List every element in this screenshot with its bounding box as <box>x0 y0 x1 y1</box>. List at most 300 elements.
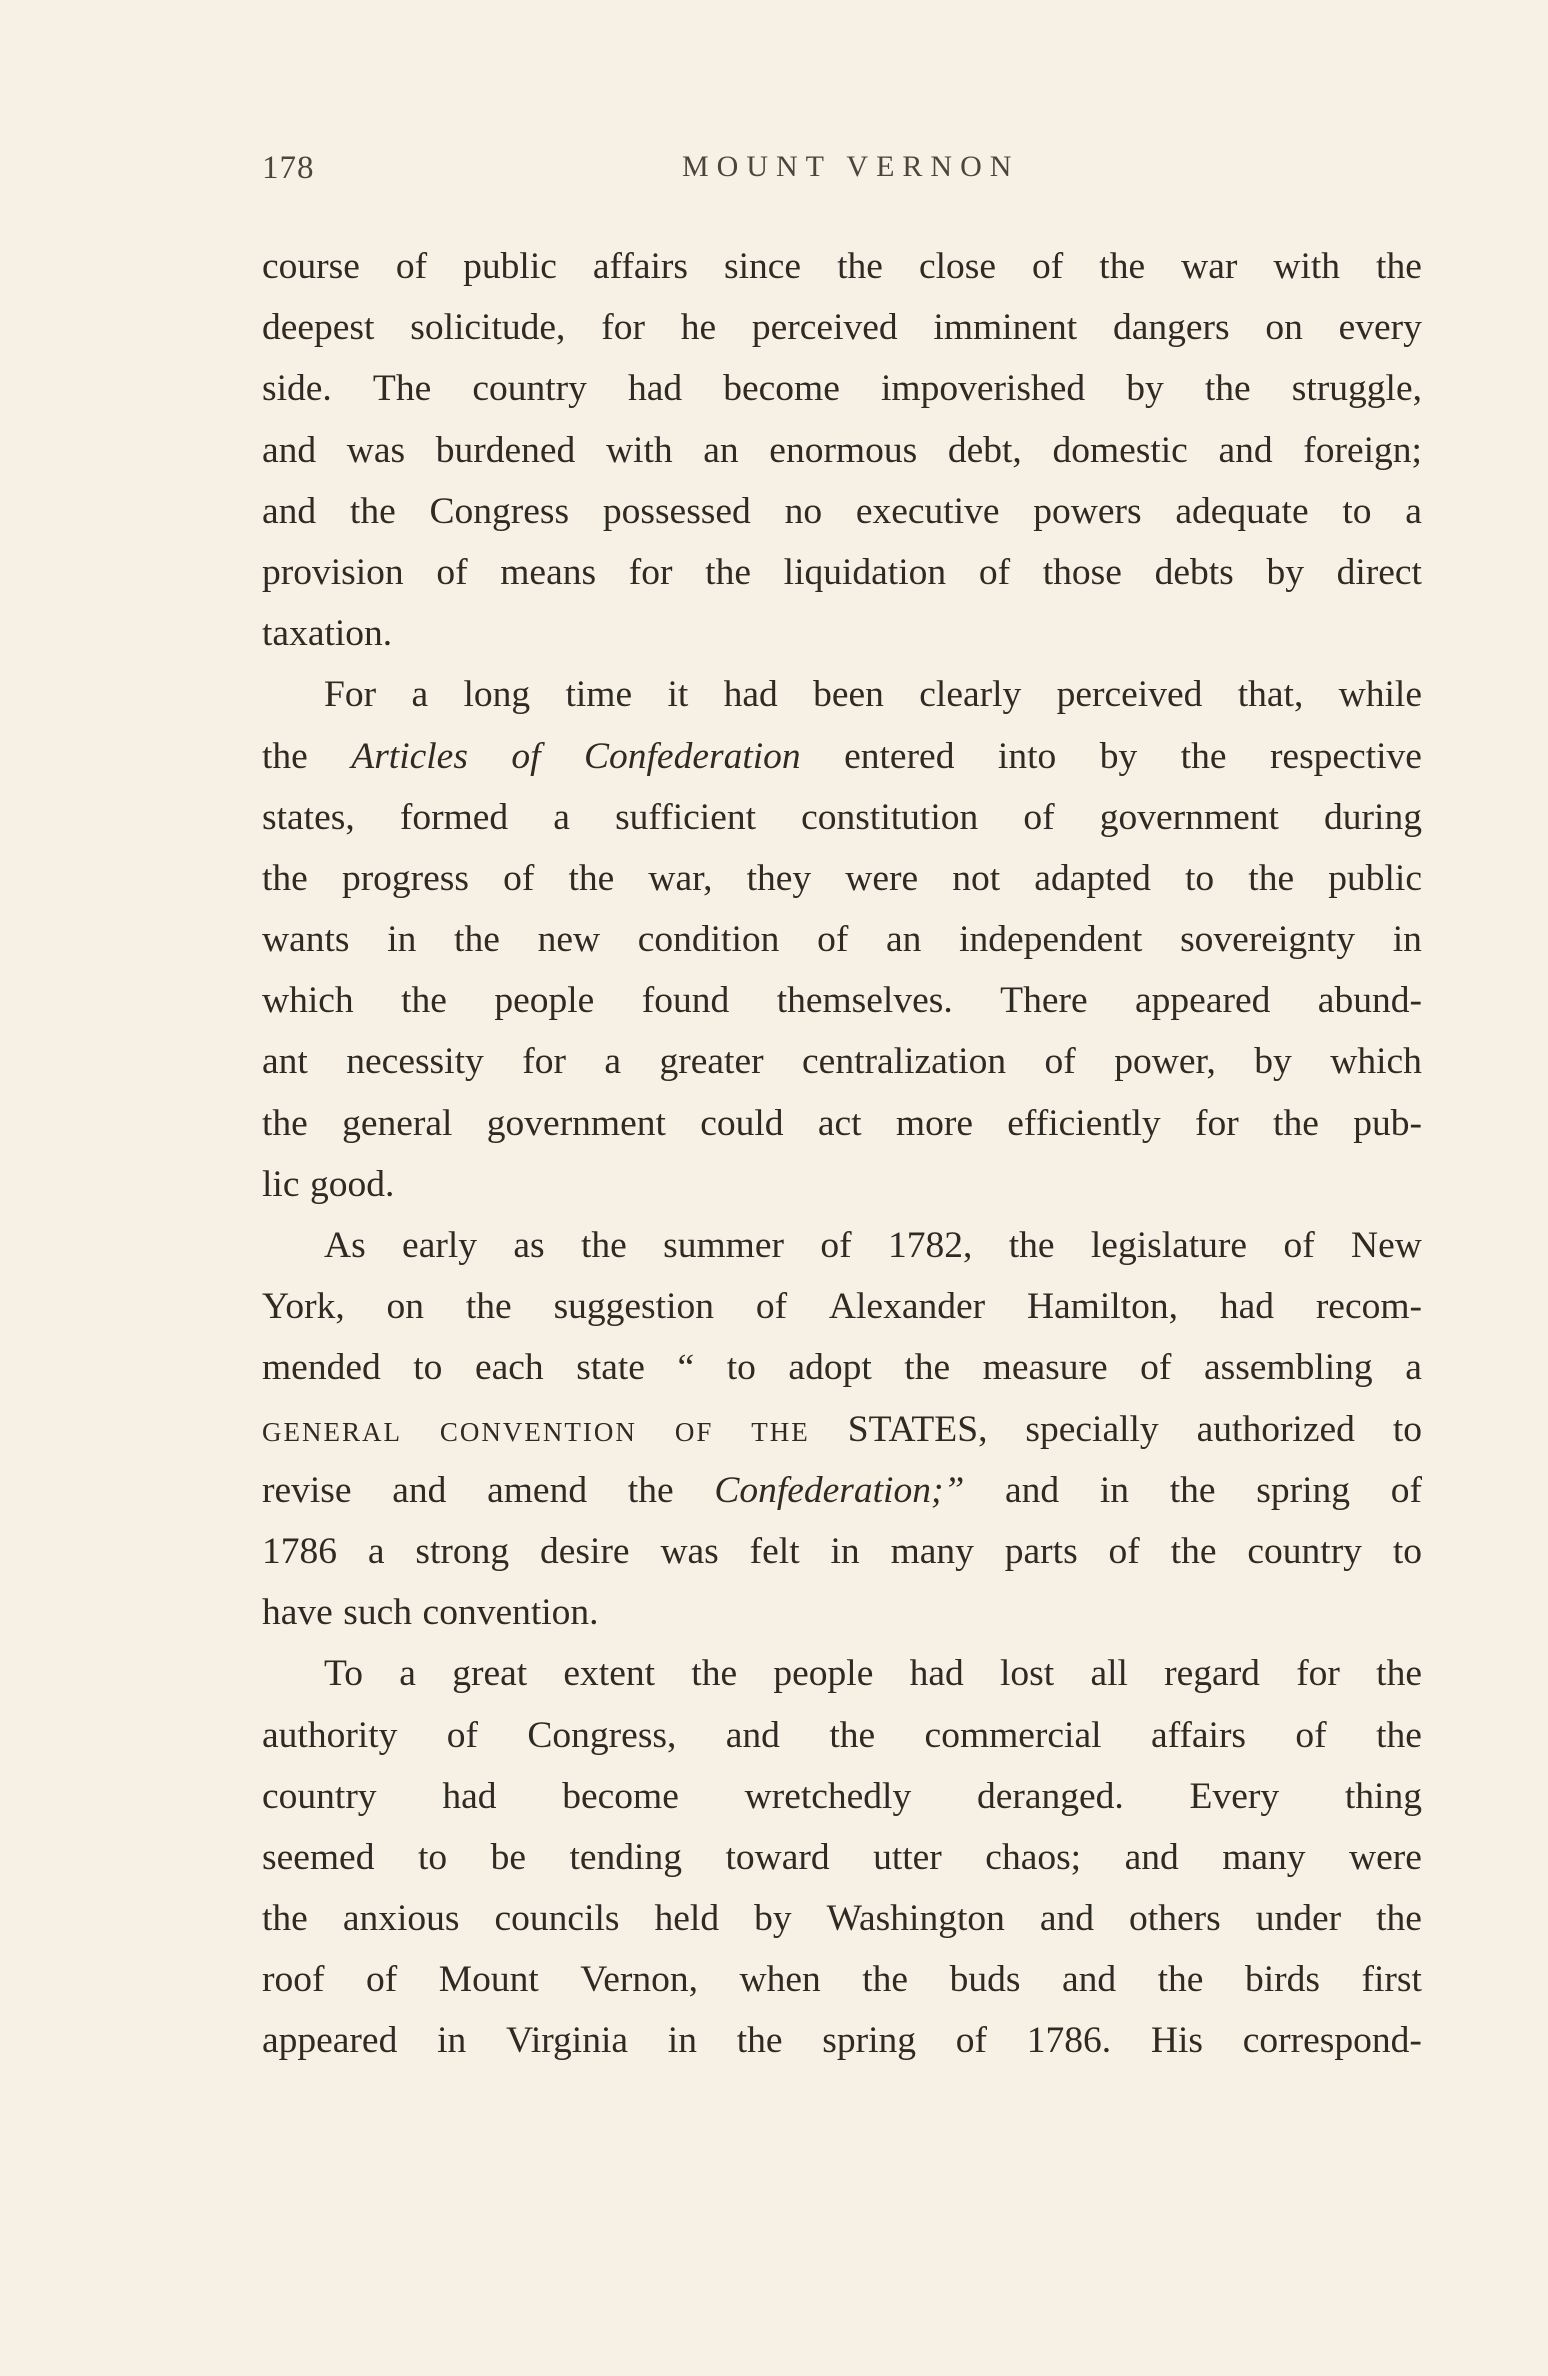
word: new <box>537 919 601 961</box>
word: of <box>1023 796 1055 838</box>
word: a <box>399 1653 416 1695</box>
word: an <box>703 429 739 471</box>
word: sufficient <box>615 796 757 838</box>
text-line <box>262 358 1422 419</box>
text-line <box>262 726 1422 787</box>
word: of <box>395 246 428 287</box>
word: Virginia <box>506 2020 629 2062</box>
word: in <box>387 919 417 961</box>
word: which <box>262 980 354 1022</box>
word: not <box>952 857 1001 899</box>
running-head <box>262 150 1422 198</box>
word: toward <box>725 1836 830 1878</box>
word: the <box>262 1898 308 1940</box>
word: since <box>724 246 802 287</box>
word: of <box>1108 1530 1140 1572</box>
text-line <box>262 1337 1422 1398</box>
text-line <box>262 1766 1422 1827</box>
word: as <box>513 1225 545 1266</box>
word: the <box>262 1102 308 1144</box>
word: public <box>1328 857 1422 899</box>
word: formed <box>399 796 509 838</box>
word: There <box>1000 980 1088 1022</box>
word: appeared <box>262 2020 398 2062</box>
word: country <box>262 1775 377 1817</box>
word: the <box>1099 246 1146 287</box>
word: war <box>1181 246 1238 287</box>
word: and <box>1061 1959 1117 2001</box>
word: entered <box>844 735 955 777</box>
word: with <box>1273 246 1341 287</box>
word: spring <box>822 2020 917 2062</box>
word: by <box>1266 551 1304 593</box>
word: Mount <box>438 1959 539 2001</box>
word: the <box>1376 1653 1422 1695</box>
word: desire <box>540 1530 630 1572</box>
word: lost <box>1000 1653 1055 1695</box>
word: the <box>1376 1714 1422 1756</box>
word: 1786. <box>1026 2020 1112 2062</box>
word: appeared <box>1135 980 1271 1022</box>
word: which <box>1330 1041 1422 1083</box>
word: the <box>262 857 308 899</box>
word: CONVENTION <box>439 1416 637 1447</box>
word: legislature <box>1090 1225 1248 1266</box>
word: the <box>1204 368 1251 410</box>
word: side. <box>262 368 332 410</box>
word: imminent <box>933 307 1078 349</box>
word: the <box>1157 1959 1204 2001</box>
word: of <box>366 1959 398 2001</box>
word: for <box>628 551 673 593</box>
word: debts <box>1154 551 1234 593</box>
word: abund- <box>1317 980 1422 1022</box>
word: anxious <box>342 1898 460 1940</box>
word: many <box>1222 1836 1306 1878</box>
text-line <box>262 1643 1422 1704</box>
word: struggle, <box>1291 368 1422 410</box>
word: to <box>1342 490 1372 532</box>
word: the <box>1248 857 1295 899</box>
word: with <box>605 429 673 471</box>
text-line <box>262 297 1422 358</box>
word: of <box>955 2020 988 2062</box>
word: commercial <box>924 1714 1102 1756</box>
text-line <box>262 1460 1422 1521</box>
text-line <box>262 1582 1422 1643</box>
text-line <box>262 1827 1422 1888</box>
word: STATES, <box>847 1408 988 1450</box>
word: executive <box>855 490 1000 532</box>
text-line <box>262 603 1422 664</box>
word: To <box>324 1653 364 1695</box>
word: power, <box>1114 1041 1216 1083</box>
text-line <box>262 1521 1422 1582</box>
word: they <box>746 857 812 899</box>
word: Confederation <box>584 735 801 777</box>
word: measure <box>982 1347 1108 1389</box>
word: public <box>463 246 557 287</box>
word: possessed <box>602 490 751 532</box>
word: others <box>1129 1898 1221 1940</box>
word: by <box>754 1898 792 1940</box>
word: of <box>511 735 541 777</box>
word: while <box>1338 674 1422 716</box>
word: a <box>411 674 429 716</box>
word: of <box>1390 1469 1422 1511</box>
word: great <box>452 1653 528 1695</box>
word: summer <box>663 1225 784 1266</box>
word: close <box>918 246 996 287</box>
word: lic <box>262 1163 300 1205</box>
word: been <box>813 674 884 716</box>
word: and <box>725 1714 780 1756</box>
text-line <box>262 787 1422 848</box>
word: deepest <box>262 307 375 349</box>
word: many <box>890 1530 974 1572</box>
word: felt <box>749 1530 800 1572</box>
word: the <box>705 551 751 593</box>
word: in <box>437 2020 467 2062</box>
word: GENERAL <box>262 1416 402 1447</box>
word: and <box>262 490 317 532</box>
word: the <box>862 1959 909 2001</box>
word: dangers <box>1112 307 1230 349</box>
word: general <box>342 1102 453 1144</box>
word: in <box>830 1530 860 1572</box>
word: thing <box>1344 1775 1422 1817</box>
word: pub- <box>1353 1102 1422 1144</box>
word: the <box>1169 1469 1216 1511</box>
text-line <box>262 970 1422 1031</box>
word: of <box>820 1225 852 1266</box>
word: early <box>402 1225 477 1266</box>
word: on <box>386 1286 425 1328</box>
word: in <box>1392 919 1422 961</box>
text-line <box>262 1888 1422 1949</box>
word: of <box>978 551 1011 593</box>
word: ant <box>262 1041 308 1083</box>
word: His <box>1150 2020 1204 2062</box>
word: of <box>446 1714 479 1756</box>
word: a <box>1405 1347 1422 1389</box>
text-line <box>262 481 1422 542</box>
word: he <box>680 307 717 349</box>
word: Confederation;” <box>714 1469 965 1511</box>
word: the <box>1170 1530 1217 1572</box>
text-line <box>262 664 1422 725</box>
word: Washington <box>826 1898 1005 1940</box>
running-title: MOUNT VERNON <box>682 150 1020 183</box>
word: government <box>1099 796 1279 838</box>
word: the <box>829 1714 876 1756</box>
word: every <box>1338 307 1422 349</box>
word: adopt <box>788 1347 872 1389</box>
word: long <box>463 674 531 716</box>
word: by <box>1254 1041 1292 1083</box>
word: states, <box>262 796 355 838</box>
word: sovereignty <box>1180 919 1356 961</box>
word: Alexander <box>828 1286 986 1328</box>
word: birds <box>1244 1959 1320 2001</box>
word: the <box>568 857 615 899</box>
word: OF <box>674 1416 714 1447</box>
word: by <box>1126 368 1164 410</box>
body-text <box>262 236 1422 2072</box>
word: of <box>1295 1714 1327 1756</box>
text-line <box>262 1031 1422 1092</box>
word: THE <box>751 1416 810 1447</box>
word: had <box>1219 1286 1274 1328</box>
word: government <box>486 1102 666 1144</box>
word: those <box>1042 551 1122 593</box>
word: progress <box>341 857 469 899</box>
word: of <box>1044 1041 1076 1083</box>
word: a <box>604 1041 622 1083</box>
word: liquidation <box>783 551 947 593</box>
word: were <box>845 857 919 899</box>
word: direct <box>1336 551 1422 593</box>
word: and <box>1124 1836 1179 1878</box>
word: the <box>627 1469 674 1511</box>
word: impoverished <box>880 368 1086 410</box>
word: course <box>262 246 360 287</box>
word: councils <box>494 1898 620 1940</box>
word: For <box>324 674 377 716</box>
text-line <box>262 1093 1422 1154</box>
word: buds <box>949 1959 1021 2001</box>
word: people <box>773 1653 874 1695</box>
word: on <box>1265 307 1303 349</box>
word: the <box>736 2020 783 2062</box>
word: act <box>817 1102 862 1144</box>
word: of <box>1140 1347 1172 1389</box>
word: good. <box>309 1163 395 1205</box>
word: burdened <box>435 429 576 471</box>
word: the <box>349 490 396 532</box>
word: and <box>1218 429 1273 471</box>
word: for <box>1296 1653 1340 1695</box>
word: parts <box>1004 1530 1078 1572</box>
word: into <box>997 735 1057 777</box>
word: wretchedly <box>744 1775 912 1817</box>
word: to <box>417 1836 448 1878</box>
word: means <box>500 551 597 593</box>
word: the <box>454 919 500 961</box>
word: of <box>755 1286 788 1328</box>
word: revise <box>262 1469 352 1511</box>
word: Congress <box>429 490 570 532</box>
text-line <box>262 1399 1422 1460</box>
word: first <box>1361 1959 1422 2001</box>
page-number: 178 <box>262 150 315 186</box>
text-line <box>262 2010 1422 2071</box>
word: people <box>494 980 595 1022</box>
word: for <box>1195 1102 1239 1144</box>
word: affairs <box>592 246 688 287</box>
word: the <box>691 1653 738 1695</box>
word: the <box>1180 735 1227 777</box>
word: Articles <box>351 735 468 777</box>
word: condition <box>637 919 780 961</box>
word: such <box>343 1592 413 1634</box>
text-line <box>262 1705 1422 1766</box>
word: the <box>262 735 308 777</box>
text-line <box>262 1949 1422 2010</box>
word: clearly <box>919 674 1022 716</box>
word: held <box>654 1898 720 1940</box>
word: 1786 <box>262 1530 337 1572</box>
word: during <box>1324 796 1422 838</box>
word: spring <box>1256 1469 1351 1511</box>
word: perceived <box>751 307 898 349</box>
word: regard <box>1164 1653 1260 1695</box>
word: become <box>562 1775 679 1817</box>
word: the <box>465 1286 512 1328</box>
word: Hamilton, <box>1026 1286 1178 1328</box>
word: New <box>1351 1225 1422 1266</box>
word: authorized <box>1196 1408 1355 1450</box>
word: by <box>1099 735 1138 777</box>
word: have <box>262 1592 333 1634</box>
word: enormous <box>769 429 918 471</box>
word: a <box>1405 490 1422 532</box>
word: perceived <box>1056 674 1203 716</box>
word: had <box>723 674 778 716</box>
word: of <box>817 919 849 961</box>
word: independent <box>959 919 1143 961</box>
word: seemed <box>262 1836 375 1878</box>
word: the <box>401 980 447 1022</box>
word: centralization <box>802 1041 1007 1083</box>
word: Vernon, <box>580 1959 698 2001</box>
word: had <box>628 368 683 410</box>
word: war, <box>648 857 713 899</box>
word: a <box>367 1530 385 1572</box>
word: adapted <box>1034 857 1151 899</box>
word: to <box>413 1347 443 1389</box>
word: respective <box>1269 735 1422 777</box>
word: could <box>700 1102 784 1144</box>
word: wants <box>262 919 350 961</box>
word: the <box>1008 1225 1055 1266</box>
word: suggestion <box>553 1286 714 1328</box>
word: found <box>641 980 730 1022</box>
word: greater <box>659 1041 764 1083</box>
word: efficiently <box>1007 1102 1161 1144</box>
text-line <box>262 1276 1422 1337</box>
word: domestic <box>1052 429 1188 471</box>
text-line <box>262 1154 1422 1215</box>
word: specially <box>1025 1408 1159 1450</box>
text-line <box>262 236 1422 297</box>
word: an <box>886 919 922 961</box>
word: and <box>392 1469 447 1511</box>
word: of <box>436 551 468 593</box>
word: taxation. <box>262 613 393 655</box>
word: of <box>1032 246 1064 287</box>
word: utter <box>873 1836 942 1878</box>
word: “ <box>677 1347 695 1389</box>
word: was <box>660 1530 719 1572</box>
word: when <box>739 1959 821 2001</box>
word: constitution <box>801 796 979 838</box>
word: of <box>1283 1225 1315 1266</box>
word: in <box>667 2020 697 2062</box>
word: foreign; <box>1303 429 1422 471</box>
word: chaos; <box>985 1836 1082 1878</box>
word: under <box>1255 1898 1342 1940</box>
word: the <box>1376 1898 1422 1940</box>
word: amend <box>487 1469 588 1511</box>
word: for <box>522 1041 566 1083</box>
word: had <box>909 1653 964 1695</box>
word: to <box>726 1347 756 1389</box>
word: Every <box>1189 1775 1280 1817</box>
word: deranged. <box>976 1775 1124 1817</box>
text-line <box>262 909 1422 970</box>
word: no <box>784 490 823 532</box>
word: and <box>1039 1898 1095 1940</box>
word: assembling <box>1203 1347 1373 1389</box>
word: that, <box>1237 674 1304 716</box>
word: strong <box>415 1530 510 1572</box>
word: was <box>346 429 406 471</box>
word: be <box>490 1836 526 1878</box>
word: the <box>580 1225 627 1266</box>
word: it <box>667 674 689 716</box>
word: to <box>1185 857 1215 899</box>
word: As <box>324 1225 366 1266</box>
word: of <box>503 857 535 899</box>
word: each <box>474 1347 544 1389</box>
text-line <box>262 542 1422 603</box>
word: become <box>723 368 840 410</box>
word: solicitude, <box>410 307 566 349</box>
word: the <box>837 246 883 287</box>
word: state <box>576 1347 645 1389</box>
word: adequate <box>1175 490 1309 532</box>
word: debt, <box>947 429 1022 471</box>
word: a <box>553 796 570 838</box>
word: Congress, <box>527 1714 677 1756</box>
word: 1782, <box>887 1225 973 1266</box>
word: mended <box>262 1347 381 1389</box>
word: were <box>1349 1836 1422 1878</box>
word: for <box>601 307 645 349</box>
text-line <box>262 1215 1422 1276</box>
word: the <box>1376 246 1422 287</box>
word: authority <box>262 1714 398 1756</box>
word: provision <box>262 551 404 593</box>
word: themselves. <box>776 980 953 1022</box>
word: roof <box>262 1959 325 2001</box>
word: York, <box>262 1286 345 1328</box>
word: correspond- <box>1242 2020 1422 2062</box>
word: to <box>1392 1408 1422 1450</box>
word: time <box>565 674 633 716</box>
word: extent <box>563 1653 656 1695</box>
word: powers <box>1033 490 1142 532</box>
text-line <box>262 420 1422 481</box>
word: The <box>372 368 432 410</box>
word: necessity <box>346 1041 484 1083</box>
word: recom- <box>1315 1286 1422 1328</box>
text-line <box>262 848 1422 909</box>
word: in <box>1099 1469 1130 1511</box>
word: more <box>895 1102 973 1144</box>
word: country <box>1247 1530 1362 1572</box>
